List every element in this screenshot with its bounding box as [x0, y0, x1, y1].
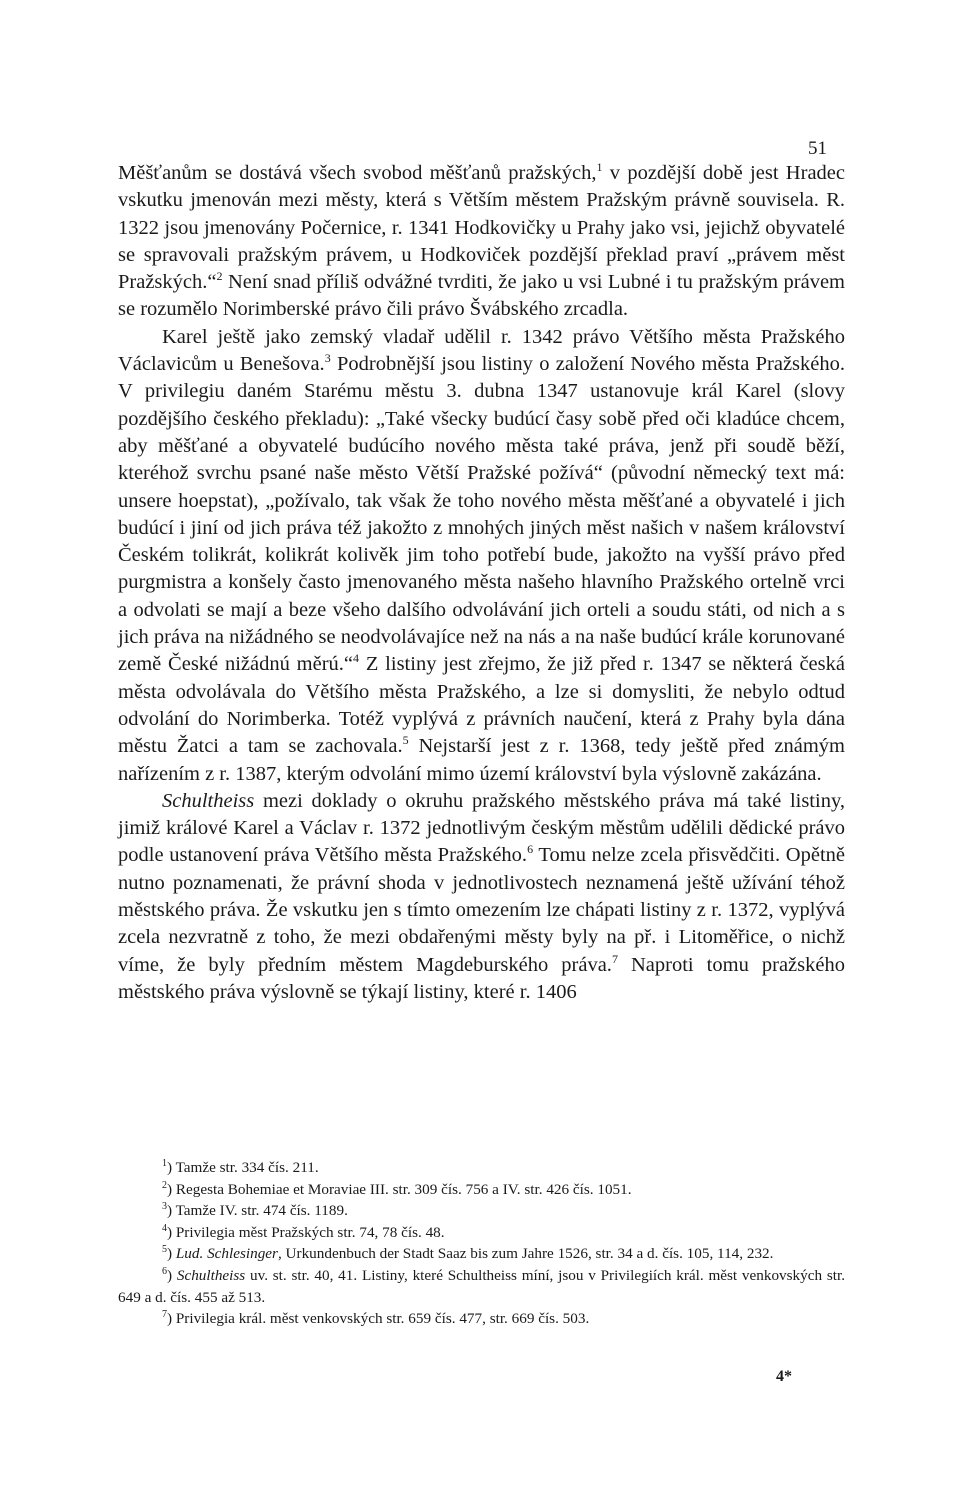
footnote-paren: ): [167, 1310, 173, 1328]
text-run: Není snad příliš odvážné tvrditi, že jako u vsi Lubné i tu pražským právem se rozumělo Norimberské právo čili právo Švábského zrcadla.: [118, 271, 845, 321]
paragraph: [118, 788, 845, 1006]
footnote-reference: 2: [216, 269, 223, 284]
italic-text: Lud. Schlesinger: [175, 1245, 278, 1263]
footnote-paren: ): [167, 1159, 173, 1176]
text-run: Privilegia měst Pražských str. 74, 78 čís. 48.: [172, 1223, 445, 1241]
text-run: Z listiny jest zřejmo, že již před r. 1347 se některá česká města odvolávala do Většího města Pražského, a lze si domysliti, že nebylo odtud odvolání do Norimberka. Totéž vyplývá z právních naučení, která z Prahy byla dána městu Žatci a tam se zachovala.: [118, 653, 845, 758]
footnote-reference: 6: [527, 842, 534, 857]
text-run: Naproti tomu pražského městského práva výslovně se týkají listiny, které r. 1406: [118, 953, 845, 1003]
footnote-mark: 6: [162, 1265, 167, 1277]
text-run: Tamže str. 334 čís. 211.: [172, 1159, 319, 1176]
text-run: Regesta Bohemiae et Moraviae III. str. 309 čís. 756 a IV. str. 426 čís. 1051.: [172, 1180, 632, 1198]
footnote-paren: ): [167, 1202, 173, 1220]
text-run: Nejstarší jest z r. 1368, tedy ještě před známým nařízením z r. 1387, kterým odvolání mimo území království byla výslovně zakázána.: [118, 735, 845, 785]
footnote: [118, 1179, 845, 1201]
footnote: [118, 1308, 845, 1330]
footnote-reference: 1: [596, 160, 603, 175]
footnote-mark: 7: [162, 1309, 167, 1321]
footnote: [118, 1243, 845, 1265]
footnote: [118, 1157, 845, 1179]
footnote: [118, 1200, 845, 1222]
text-run: Privilegia král. měst venkovských str. 659 čís. 477, str. 669 čís. 503.: [172, 1310, 590, 1328]
footnote: [118, 1222, 845, 1244]
footnote-reference: 4: [353, 651, 360, 666]
signature-mark: 4*: [776, 1368, 792, 1385]
body-text: [118, 160, 845, 1006]
text-run: Podrobnější jsou listiny o založení Nového města Pražského. V privilegiu daném Starému městu 3. dubna 1347 ustanovuje král Karel (slovy pozdějšího českého překladu): „Také všecky budúcí časy sobě před oči kladúce chcem, aby měšťané a obyvatelé budúcího nového města také práva, jenž při soudě běží, kteréhož svrchu psané naše město Větší Pražské požívá“ (původní německý text má: unsere hoepstat), „požívalo, tak však že toho nového města měšťané a obyvatelé i jich budúcí i jiní od jich práva též jakožto z mnohých jiných měst našich v našem království Českém tolikrát, kolikrát kolivěk jim toho potřebí bude, jakožto na vyšší právo před purgmistra a konšely často jmenovaného města našeho hlavního Pražského ortelně vrci a odvolati se mají a beze všeho dalšího odvolávání jich orteli a soudu státi, od nich a s jich práva na nižádného se neodvolávajíce než na nás a na naše budúcí krále korunované země České nižádnú měrú.“: [118, 353, 846, 676]
footnote-mark: 1: [162, 1157, 167, 1169]
text-run: Tomu nelze zcela přisvědčiti. Opětně nutno poznamenati, že právní shoda v jednotlivostech neznamená ještě užívání téhož městského práva. Že vskutku jen s tímto omezením lze chápati listiny z r. 1372, vyplývá zcela nezvratně z toho, že mezi obdařenými městy byly na př. i Litoměřice, o nichž víme, že byly předním městem Magdeburského práva.: [118, 844, 845, 976]
footnotes: [118, 1157, 845, 1330]
text-run: Karel ještě jako zemský vladař udělil r. 1342 právo Většího města Pražského Václavicům u Benešova.: [118, 325, 845, 376]
text-run: v pozdější době jest Hradec vskutku jmenován mezi městy, která s Větším městem Pražským právně souvisela. R. 1322 jsou jmenovány Počernice, r. 1341 Hodkovičky u Prahy jako vsi, jejichž obyvatelé se spravovali pražským právem, u Hodkoviček pozdější překlad praví „právem měst Pražských.“: [118, 162, 845, 294]
text-run: uv. st. str. 40, 41. Listiny, které Schultheiss míní, jsou v Privilegiích král. měst venkovských str. 649 a d. čís. 455 až 513.: [118, 1266, 846, 1306]
paragraph: [118, 160, 845, 324]
footnote-mark: 5: [162, 1244, 167, 1256]
italic-text: Schultheiss: [162, 789, 255, 812]
footnote-reference: 7: [611, 951, 618, 966]
footnote-reference: 5: [402, 733, 409, 748]
footnote-paren: ): [167, 1223, 173, 1241]
footnote-mark: 4: [162, 1222, 167, 1234]
text-run: , Urkundenbuch der Stadt Saaz bis zum Jahre 1526, str. 34 a d. čís. 105, 114, 232.: [277, 1245, 774, 1263]
text-run: Měšťanům se dostává všech svobod měšťanů pražských,: [118, 162, 597, 184]
footnote-mark: 2: [162, 1179, 167, 1191]
paragraph: [118, 324, 845, 788]
footnote-paren: ): [167, 1180, 173, 1198]
text-run: mezi doklady o okruhu pražského městského práva má také listiny, jimiž králové Karel a Václav r. 1372 jednotlivým českým městům udělili dědické právo podle ustanovení práva Většího města Pražského.: [118, 789, 845, 867]
footnote-paren: ): [167, 1245, 173, 1263]
footnote-mark: 3: [162, 1201, 167, 1213]
footnote-reference: 3: [324, 351, 331, 366]
page-number: 51: [808, 138, 827, 159]
footnote: [118, 1265, 845, 1308]
text-run: Tamže IV. str. 474 čís. 1189.: [172, 1202, 348, 1220]
italic-text: Schultheiss: [176, 1266, 246, 1284]
footnote-paren: ): [167, 1266, 173, 1284]
